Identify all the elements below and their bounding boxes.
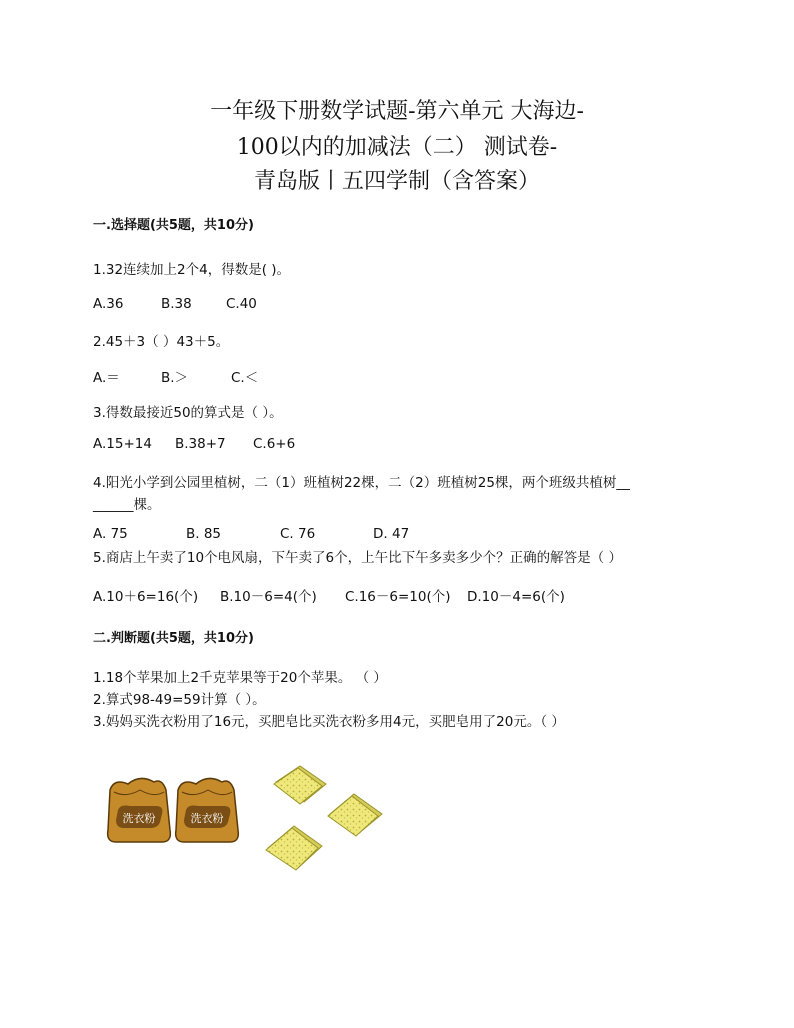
question-3: 3.得数最接近50的算式是（ ）。	[93, 405, 283, 421]
soap-bar-icon	[328, 794, 382, 836]
question-4: 4.阳光小学到公园里植树，二（1）班植树22棵，二（2）班植树25棵，两个班级共植树__	[93, 475, 630, 491]
option-a: A.10＋6=16(个)	[93, 589, 199, 605]
soap-bar-icon	[266, 826, 322, 870]
document-title-line2: 100以内的加减法（二） 测试卷-	[236, 135, 558, 160]
soap-bar-icon	[274, 766, 326, 804]
option-c: C.＜	[231, 370, 259, 386]
judge-question-3: 3.妈妈买洗衣粉用了16元，买肥皂比买洗衣粉多用4元，买肥皂用了20元。（ ）	[93, 714, 565, 730]
option-c: C.16－6=10(个)	[345, 589, 451, 605]
question-1-options	[93, 296, 257, 312]
option-a: A. 75	[93, 526, 128, 542]
option-b: B.38	[161, 296, 192, 312]
option-b: B.＞	[161, 370, 189, 386]
detergent-bag-icon	[108, 778, 171, 842]
question-1: 1.32连续加上2个4，得数是( )。	[93, 262, 291, 278]
option-a: A.36	[93, 296, 124, 312]
detergent-bag-icon	[176, 778, 239, 842]
judge-question-2: 2.算式98-49=59计算（ ）。	[93, 692, 266, 708]
option-b: B.38+7	[175, 436, 226, 452]
option-b: B. 85	[186, 526, 222, 542]
question-4-continuation: ______棵。	[93, 497, 161, 513]
bag-label: 洗衣粉	[122, 812, 156, 825]
section2-heading: 二.判断题(共5题，共10分)	[93, 631, 254, 646]
option-d: D. 47	[373, 526, 410, 542]
document-title-line3: 青岛版丨五四学制（含答案）	[253, 169, 540, 194]
question-5-options	[93, 585, 565, 605]
option-a: A.＝	[93, 370, 120, 386]
option-a: A.15+14	[93, 436, 152, 452]
question-2-options	[93, 366, 258, 386]
question-3-options	[93, 436, 295, 452]
option-b: B.10－6=4(个)	[220, 589, 317, 605]
question-2: 2.45＋3（ ）43＋5。	[93, 334, 230, 350]
detergent-and-soap-picture	[100, 760, 390, 885]
option-d: D.10－4=6(个)	[467, 589, 565, 605]
option-c: C.40	[226, 296, 257, 312]
judge-question-1: 1.18个苹果加上2千克苹果等于20个苹果。 （ ）	[93, 670, 387, 686]
section1-heading: 一.选择题(共5题，共10分)	[93, 218, 254, 233]
bag-label: 洗衣粉	[190, 812, 224, 825]
question-4-options	[93, 526, 409, 542]
option-c: C. 76	[280, 526, 316, 542]
question-5: 5.商店上午卖了10个电风扇，下午卖了6个，上午比下午多卖多少个？正确的解答是（ ）	[93, 550, 622, 566]
option-c: C.6+6	[253, 436, 296, 452]
document-title-line1: 一年级下册数学试题-第六单元 大海边-	[210, 99, 584, 124]
